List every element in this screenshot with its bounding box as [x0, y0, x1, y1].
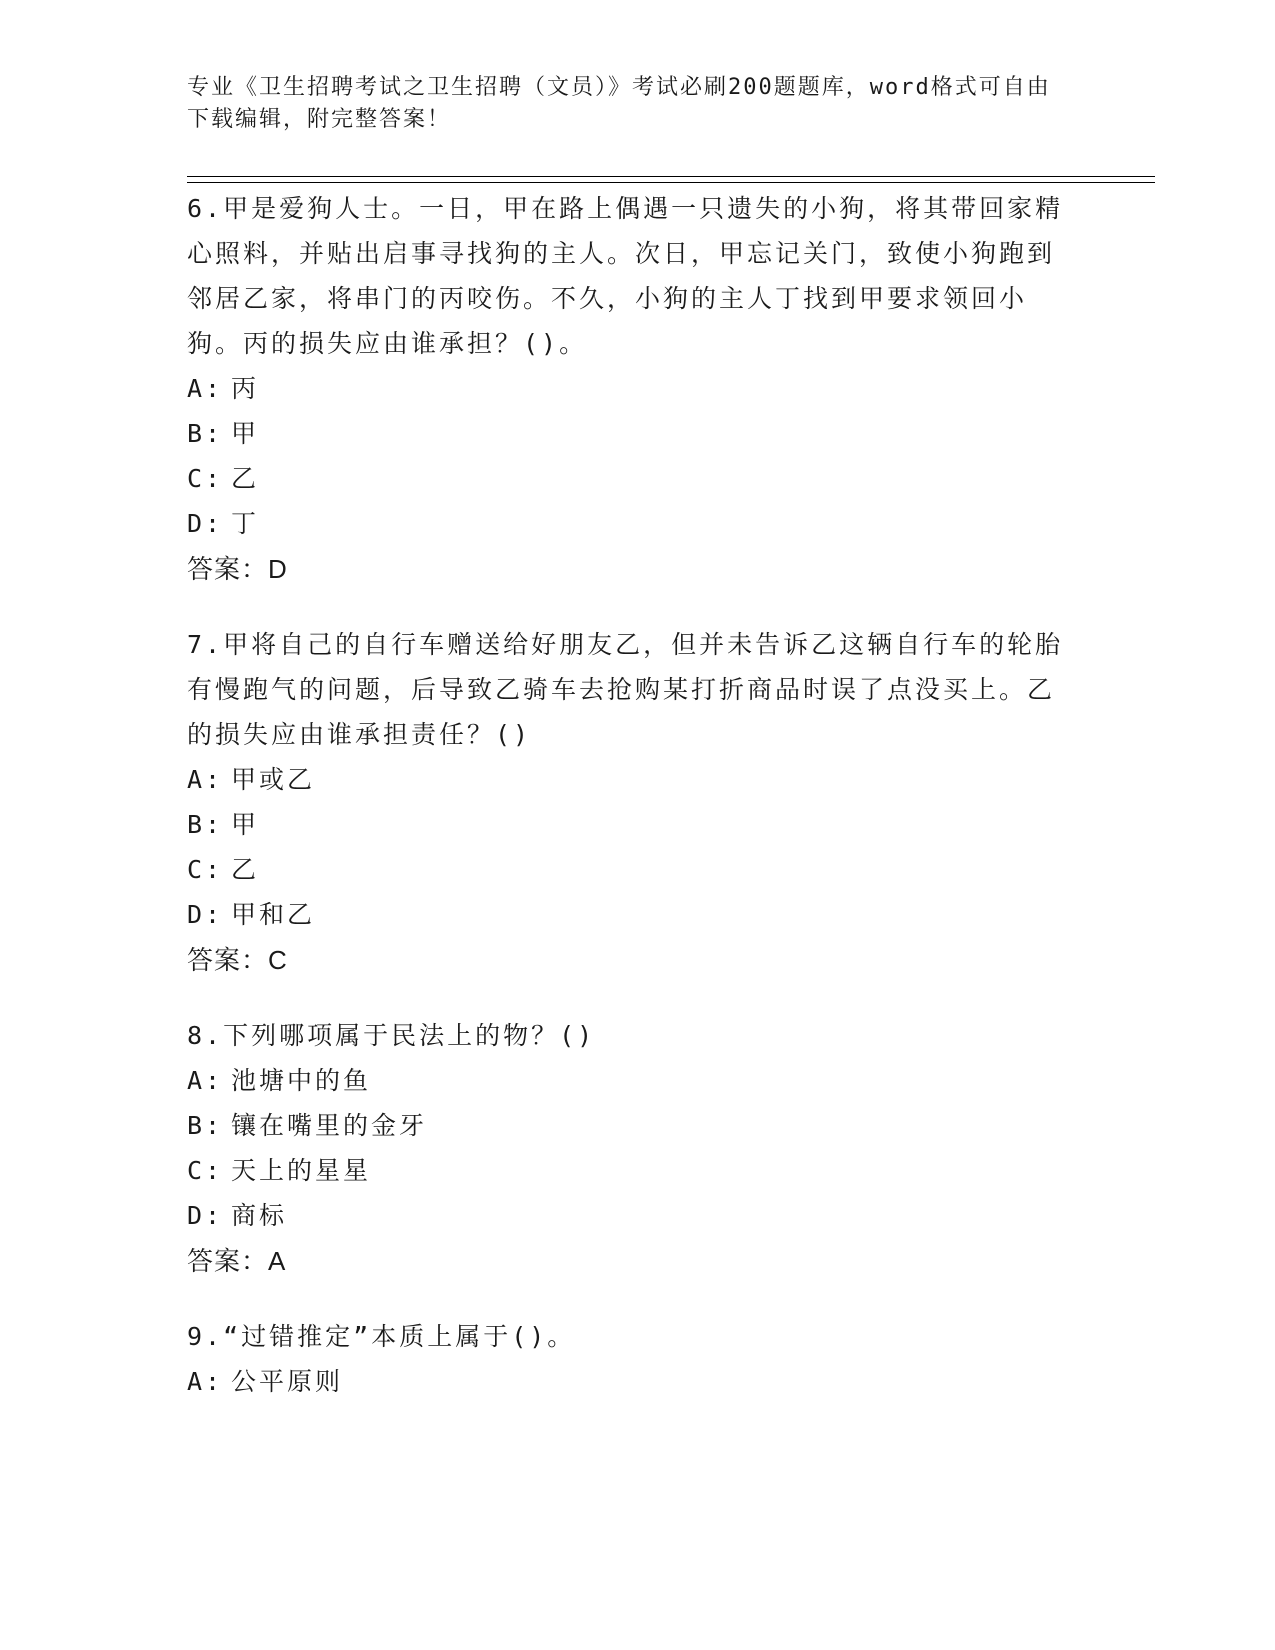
option-key: B:: [187, 1111, 224, 1140]
question-7: [187, 622, 1067, 983]
option-text: 丙: [231, 374, 260, 403]
option-text: 商标: [231, 1201, 288, 1230]
option-key: A:: [187, 374, 224, 403]
answer-line: 答案：A: [187, 1246, 287, 1276]
option-key: D:: [187, 509, 224, 538]
option-text: 乙: [231, 855, 260, 884]
option-text: 公平原则: [231, 1367, 344, 1396]
option-text: 乙: [231, 464, 260, 493]
answer-line: 答案：D: [187, 554, 288, 584]
option-key: A:: [187, 1066, 224, 1095]
option-text: 池塘中的鱼: [231, 1066, 372, 1095]
option-text: 甲和乙: [231, 900, 316, 929]
option-text: 镶在嘴里的金牙: [231, 1111, 428, 1140]
option-text: 甲或乙: [231, 765, 316, 794]
option-d: [187, 892, 1067, 937]
option-b: [187, 802, 1067, 847]
option-b: [187, 1103, 1067, 1148]
question-stem: 9.“过错推定”本质上属于()。: [187, 1322, 576, 1351]
option-a: [187, 757, 1067, 802]
option-key: B:: [187, 419, 224, 448]
answer-line: 答案：C: [187, 945, 288, 975]
question-stem: 7.甲将自己的自行车赠送给好朋友乙，但并未告诉乙这辆自行车的轮胎有慢跑气的问题，后导致乙骑车去抢购某打折商品时误了点没买上。乙的损失应由谁承担责任？(): [187, 630, 1064, 749]
question-list: [187, 186, 1067, 1434]
question-6: [187, 186, 1067, 592]
option-text: 天上的星星: [231, 1156, 372, 1185]
option-b: [187, 411, 1067, 456]
option-c: [187, 456, 1067, 501]
header-divider-top: [187, 176, 1155, 177]
document-header: 专业《卫生招聘考试之卫生招聘（文员）》考试必刷200题题库，word格式可自由下载编辑，附完整答案！: [187, 75, 1051, 132]
option-key: C:: [187, 1156, 224, 1185]
option-a: [187, 1058, 1067, 1103]
option-c: [187, 1148, 1067, 1193]
question-stem: 8.下列哪项属于民法上的物？(): [187, 1021, 596, 1050]
option-text: 甲: [231, 419, 260, 448]
option-d: [187, 1193, 1067, 1238]
option-text: 甲: [231, 810, 260, 839]
option-key: C:: [187, 855, 224, 884]
option-key: B:: [187, 810, 224, 839]
option-key: C:: [187, 464, 224, 493]
option-d: [187, 501, 1067, 546]
question-9: [187, 1314, 1067, 1404]
option-key: A:: [187, 765, 224, 794]
option-c: [187, 847, 1067, 892]
option-key: A:: [187, 1367, 224, 1396]
option-key: D:: [187, 900, 224, 929]
option-key: D:: [187, 1201, 224, 1230]
option-a: [187, 366, 1067, 411]
header-divider-bottom: [187, 182, 1155, 183]
option-a: [187, 1359, 1067, 1404]
option-text: 丁: [231, 509, 260, 538]
question-8: [187, 1013, 1067, 1284]
question-stem: 6.甲是爱狗人士。一日，甲在路上偶遇一只遗失的小狗，将其带回家精心照料，并贴出启事寻找狗的主人。次日，甲忘记关门，致使小狗跑到邻居乙家，将串门的丙咬伤。不久，小狗的主人丁找到甲要求领回小狗。丙的损失应由谁承担？()。: [187, 194, 1064, 358]
